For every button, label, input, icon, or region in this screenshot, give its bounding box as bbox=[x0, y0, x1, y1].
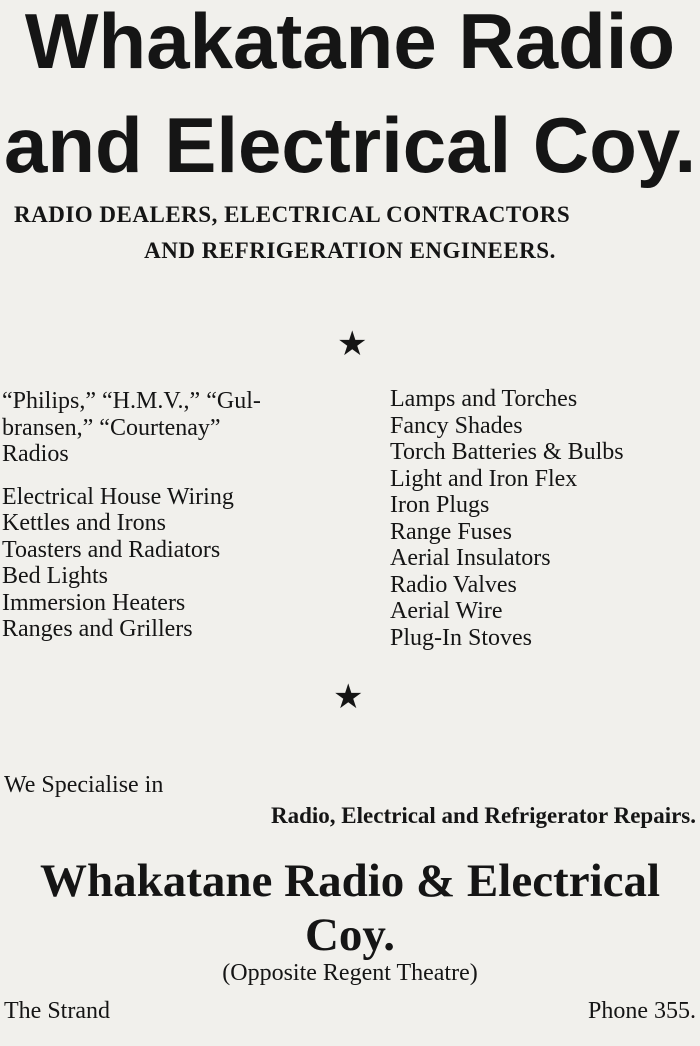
star-ornament-bottom: ★ bbox=[333, 677, 364, 717]
product-list-right bbox=[390, 386, 624, 651]
list-item: Plug-In Stoves bbox=[390, 624, 533, 651]
product-list-left bbox=[2, 388, 261, 643]
list-item: Radios bbox=[2, 441, 69, 467]
specialise-intro: We Specialise in bbox=[4, 772, 164, 798]
firm-name-line-2: Coy. bbox=[304, 909, 396, 961]
specialise-services: Radio, Electrical and Refrigerator Repairs. bbox=[271, 803, 696, 828]
list-item: Ranges and Grillers bbox=[2, 616, 193, 642]
list-item: Toasters and Radiators bbox=[2, 536, 221, 563]
list-item: Electrical House Wiring bbox=[2, 483, 234, 510]
list-item: Radio Valves bbox=[390, 571, 517, 598]
headline-line-1: Whakatane Radio bbox=[24, 0, 676, 85]
subheading-line-2: AND REFRIGERATION ENGINEERS. bbox=[144, 238, 556, 263]
list-item: “Philips,” “H.M.V.,” “Gul- bbox=[2, 388, 261, 414]
list-item: Range Fuses bbox=[390, 518, 512, 545]
headline-line-2: and Electrical Coy. bbox=[4, 101, 697, 189]
list-item: Fancy Shades bbox=[390, 412, 523, 439]
phone-number: Phone 355. bbox=[588, 998, 696, 1024]
list-item: Immersion Heaters bbox=[2, 589, 186, 616]
firm-name-line-1: Whakatane Radio & Electrical bbox=[39, 855, 661, 907]
subheading-line-1: RADIO DEALERS, ELECTRICAL CONTRACTORS bbox=[14, 202, 571, 227]
list-item: Aerial Insulators bbox=[390, 545, 551, 571]
list-spacer bbox=[2, 468, 261, 484]
list-item: Kettles and Irons bbox=[2, 510, 166, 536]
list-item: Lamps and Torches bbox=[390, 386, 578, 412]
list-item: Light and Iron Flex bbox=[390, 465, 578, 492]
location-note: (Opposite Regent Theatre) bbox=[222, 960, 478, 986]
list-item: bransen,” “Courtenay” bbox=[2, 414, 221, 441]
list-item: Torch Batteries & Bulbs bbox=[390, 439, 624, 465]
list-item: Aerial Wire bbox=[390, 598, 503, 624]
street-address: The Strand bbox=[4, 998, 110, 1024]
list-item: Iron Plugs bbox=[390, 492, 490, 518]
list-item: Bed Lights bbox=[2, 563, 108, 589]
star-ornament-top: ★ bbox=[337, 324, 368, 364]
